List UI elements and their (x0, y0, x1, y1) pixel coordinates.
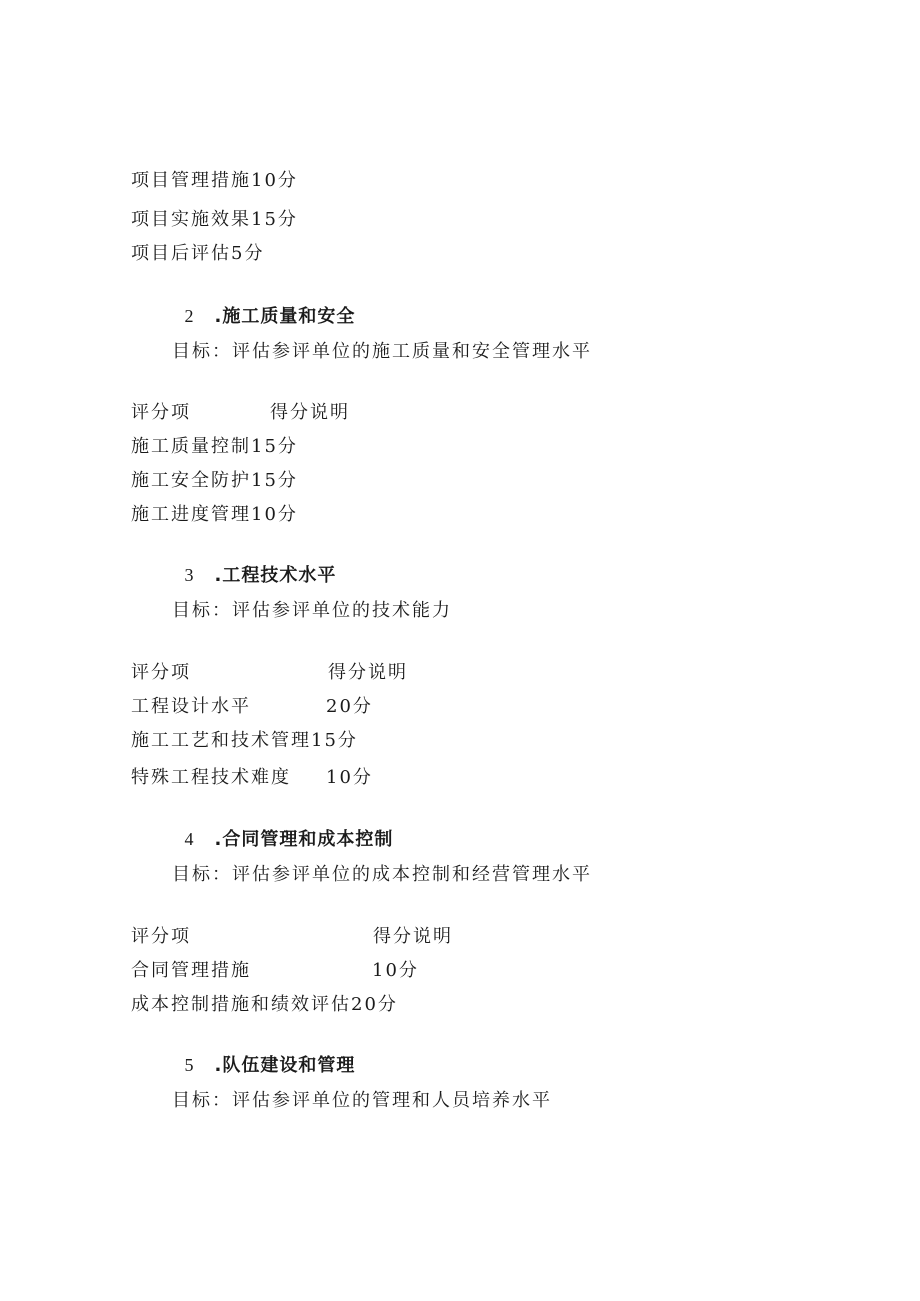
score-item: 成本控制措施和绩效评估20分 (131, 994, 398, 1015)
score-item: 施工质量控制15分 (131, 436, 298, 457)
score-item: 特殊工程技术难度 (131, 767, 291, 788)
score-item: 施工安全防护15分 (131, 470, 298, 491)
table-header-item: 评分项 (131, 926, 191, 947)
section-title: .合同管理和成本控制 (214, 829, 394, 850)
section-number: 2 (184, 306, 195, 326)
section-title: .队伍建设和管理 (214, 1055, 356, 1076)
table-header-desc: 得分说明 (328, 662, 408, 683)
section-heading (170, 1032, 355, 1077)
score-item: 项目后评估5分 (131, 243, 265, 264)
section-heading (170, 283, 355, 328)
section-number: 4 (184, 829, 195, 849)
score-item: 工程设计水平 (131, 696, 251, 717)
table-header-item: 评分项 (131, 402, 191, 423)
score-item: 施工工艺和技术管理15分 (131, 730, 358, 751)
score-item: 施工进度管理10分 (131, 504, 298, 525)
score-item: 项目管理措施10分 (131, 170, 298, 191)
section-heading (170, 542, 336, 587)
section-title: .工程技术水平 (214, 565, 337, 586)
section-goal: 目标：评估参评单位的技术能力 (172, 600, 452, 621)
table-header-desc: 得分说明 (270, 402, 350, 423)
section-heading (170, 806, 393, 851)
score-value: 20分 (326, 696, 373, 717)
score-value: 10分 (326, 767, 373, 788)
score-value: 10分 (372, 960, 419, 981)
section-goal: 目标：评估参评单位的成本控制和经营管理水平 (172, 864, 592, 885)
section-title: .施工质量和安全 (214, 306, 356, 327)
table-header-item: 评分项 (131, 662, 191, 683)
table-header-desc: 得分说明 (373, 926, 453, 947)
section-goal: 目标：评估参评单位的施工质量和安全管理水平 (172, 341, 592, 362)
section-number: 5 (184, 1055, 195, 1075)
section-number: 3 (184, 565, 195, 585)
section-goal: 目标：评估参评单位的管理和人员培养水平 (172, 1090, 552, 1111)
score-item: 项目实施效果15分 (131, 209, 298, 230)
score-item: 合同管理措施 (131, 960, 251, 981)
